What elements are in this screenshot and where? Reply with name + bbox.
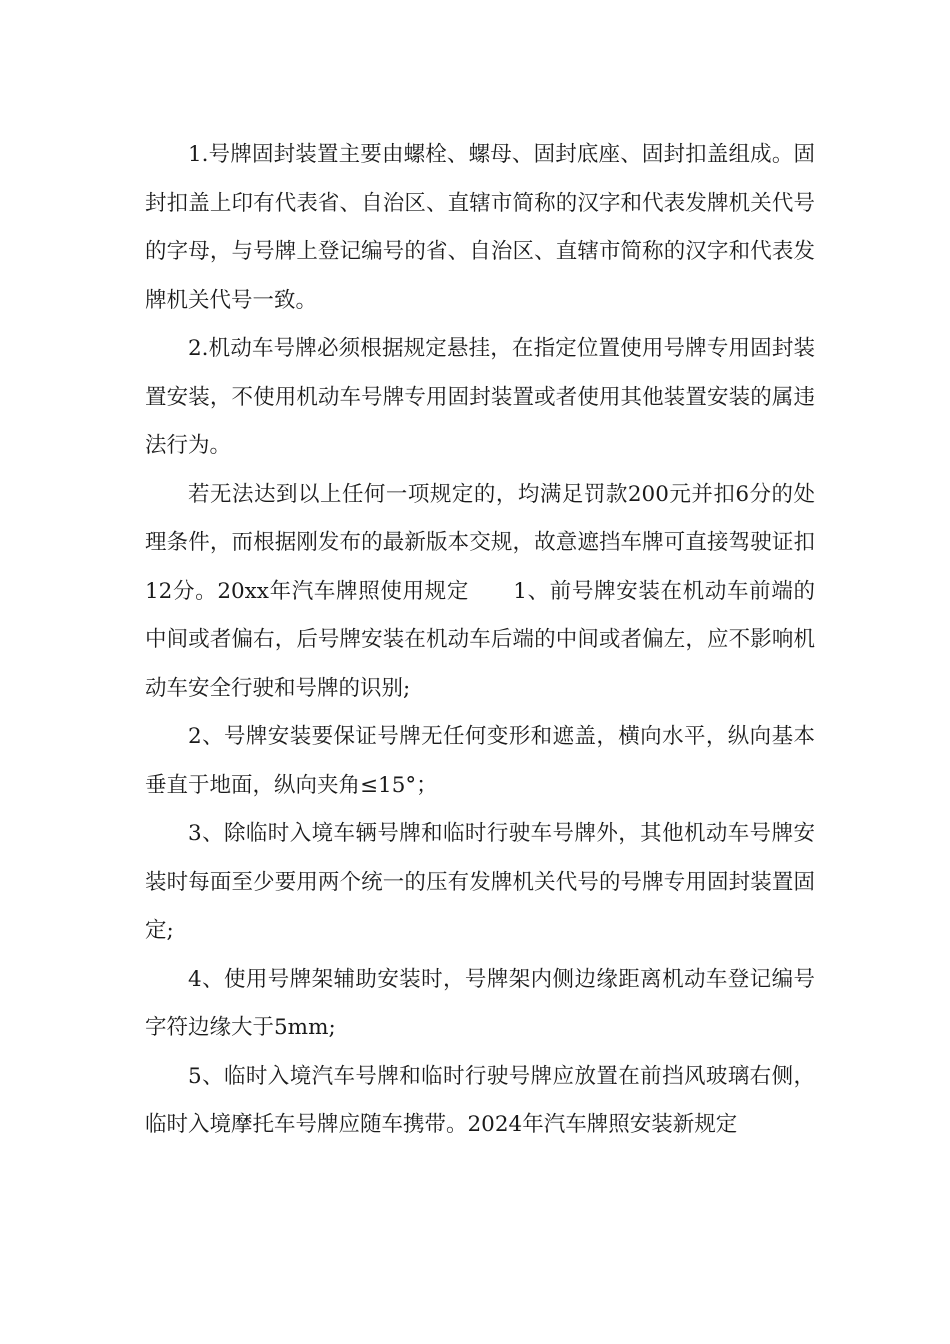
paragraph-fixing-device: 1.号牌固封装置主要由螺栓、螺母、固封底座、固封扣盖组成。固封扣盖上印有代表省、自治区、直辖市简称的汉字和代表发牌机关代号的字母，与号牌上登记编号的省、自治区、直辖市简称的汉字和代表发牌机关代号一致。 bbox=[145, 142, 815, 313]
paragraph-mounting-rule: 2.机动车号牌必须根据规定悬挂，在指定位置使用号牌专用固封装置安装，不使用机动车号牌专用固封装置或者使用其他装置安装的属违法行为。 bbox=[145, 336, 815, 458]
paragraph-penalty: 若无法达到以上任何一项规定的，均满足罚款200元并扣6分的处理条件，而根据刚发布的最新版本交规，故意遮挡车牌可直接驾驶证扣12分。20xx年汽车牌照使用规定 1、前号牌安装在机动车前端的中间或者偏右，后号牌安装在机动车后端的中间或者偏左，应不影响机动车安全行驶和号牌的识别; bbox=[145, 481, 815, 701]
paragraph-rule-3: 3、除临时入境车辆号牌和临时行驶车号牌外，其他机动车号牌安装时每面至少要用两个统一的压有发牌机关代号的号牌专用固封装置固定; bbox=[145, 821, 815, 943]
paragraph-rule-4: 4、使用号牌架辅助安装时，号牌架内侧边缘距离机动车登记编号字符边缘大于5mm; bbox=[145, 966, 815, 1040]
document-body bbox=[145, 131, 815, 1150]
paragraph-rule-5: 5、临时入境汽车号牌和临时行驶号牌应放置在前挡风玻璃右侧，临时入境摩托车号牌应随车携带。2024年汽车牌照安装新规定 bbox=[145, 1063, 815, 1137]
paragraph-rule-2: 2、号牌安装要保证号牌无任何变形和遮盖，横向水平，纵向基本垂直于地面，纵向夹角≤15°； bbox=[145, 724, 815, 798]
